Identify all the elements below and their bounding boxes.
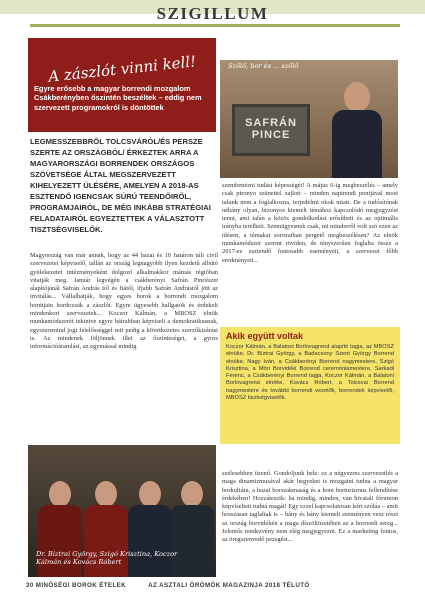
section-rule bbox=[30, 24, 400, 27]
photo-top-body bbox=[332, 110, 382, 178]
photo-caption-bottom: Dr. Bíztrai György, Szigó Krisztina, Koczor Kálmán és Kovács Róbert bbox=[36, 550, 178, 566]
right-column-bottom: szélesebben üzenő. Gondoljunk bele: ez a négyezres szervezetlés a maga dinamizmusával akár hegyeket is mozgatni tudna a magyar borkultúra, a hazai borszakmaság és a honi borturizmus fellendítése érdekében! Hozzáteszik: ha mindig, minden, van hivatali fórumon képviselteti tudná magát! Egy ezzel kapcsolatosan leírt szóláa – amit hosszasan taglaltak is – hány és hány kiemelt eseményen vesz részt az ország borvidékén a maga díszöltözetében az a borrendi sereg... Jelentős rendezvény nem elég megjegyezni. Ez a marketing fontos, az öregszenvedő pezsgést... bbox=[222, 470, 398, 544]
footer-right: AZ ASZTALI ÖRÖMÖK MAGAZINJA 2018 TÉLUTÓ bbox=[148, 582, 310, 589]
footer bbox=[26, 582, 406, 589]
footer-left: 30 MINŐSÉGI BOROK ÉTELEK bbox=[26, 582, 127, 589]
photo-top-head bbox=[344, 82, 370, 112]
photo-bottom-body bbox=[84, 505, 128, 577]
lead-script-title: A zászlót vinni kell! bbox=[47, 52, 197, 86]
photo-top bbox=[220, 60, 398, 178]
photo-caption-top: Szőlő, bor és ... szőlő bbox=[228, 62, 299, 70]
participants-box-text: Koczor Kálmán, a Balatoni Borlovagrend alapító tagja, az MBOSZ elnöke, Dr. Bíztrai György, a Badacsony Szent György Borrend elnöke, Nagy Iván, a Csákberényi Borrend nagymestere, Szigó Krisztina, a Móri Borvidéki Borrend ceremóniamestere, Sarkadi Ferenc, a Csákberényi Borrend tagja, Koczor Kálmán, a Balatoni Borlovagrend elnöke, Kovács Róbert, a Tolcsvai Borrend nagymestere és további borrendi vezetők, borrendek képviselői, MBOSZ tisztségviselők. bbox=[226, 344, 394, 402]
photo-bottom-body bbox=[38, 505, 82, 577]
photo-bottom-head bbox=[181, 481, 203, 507]
photo-bottom-head bbox=[139, 481, 161, 507]
photo-bottom-head bbox=[49, 481, 71, 507]
photo-bottom-body bbox=[128, 505, 172, 577]
participants-box-title: Akik együtt voltak bbox=[226, 331, 304, 341]
participants-box bbox=[220, 327, 400, 444]
right-column-top: szembenézni tudást képességét! A május 6-ig megbeszélés – amely csak pironyo szünettel zajlott – minden napirendi pontjával most talunk nem a foglalkozna, terjedelmi okok miatt. De a tudósítónak néhány olyan, bizonyos kiemelt témához kapcsolódó megjegyzést tenni, ami talán a közös gondolkodást erősítheti és az optimális irányba terelheti. Szemügyesnek csak, mi minderről volt szó ezen az ülésen, a témakat sorozatban pergető megbeszélésen? Az elnök munkamódszer szerint röviden, de tényszerűen foglalta össze a 2017-es esztendő fontosabb eseményeit, a szervezet főbb eredményeit... bbox=[222, 182, 398, 264]
intro-text: LEGMESSZEBBRŐL TOLCSVÁRÓL/ÉS PERSZE SZERTE AZ ORSZÁGBÓL/ ÉRKEZTEK ARRA A MAGYARORSZÁGI BORRENDEK ORSZÁGOS SZÖVETSÉGE ÁLTAL MEGSZERVEZETT KIHELYEZETT ÜLÉSÉRE, AMELYEN A 2018-AS ESZTENDŐ IGENCSAK SÚRÚ TEENDŐIRŐL, PROGRAMJAIRÓL, DE MÉG INKÁBB STRATÉGIAI FELADATAIRÓL EGYEZTETTEK A VÁLASZTOTT TISZTSÉGVISELŐK. bbox=[30, 137, 211, 234]
section-title: SZIGILLUM bbox=[156, 4, 269, 23]
photo-top-person bbox=[332, 82, 382, 178]
left-column: Magyország van már annak, hogy az 44 hazai és 10 határon túli civil szervezetet képviselő, tallán az ország legnagyobb ilyen kezdetű albútó gyülekezetet intézményeként dolgozó alkalmakkor mámás régióban vitatják meg. Január legvégén a csákberényi Safrán Pincészet alapítójánál Safrán András tól és fiától, ifjabb Safrán Andrástól jött az invitálás... Vállalhatják, hogy egyes borok a borrendi mozgalom borútjain hordozzák a zászlót. Egyre ügyesebb hallgatók és érdekelt mindenkori szervezetek... Koczor Kálmán, a MBOSZ elnök munkamódszerét tekintve egyre bátrabban képviseli a demokratikusnak, egyszersmind jogi felelősséggel mit pedig a következetes szerzőkizárást is. Az mindenek följönnek illet az őszinteséget, a gyors információáramlást, az egymással mindig bbox=[30, 252, 218, 351]
photo-top-sign: SAFRÁN PINCE bbox=[232, 104, 310, 156]
photo-bottom-body bbox=[170, 505, 214, 577]
lead-text: Egyre erősebb a magyar borrendi mozgalom Csákberényben őszintén beszéltek – eddig nem szervezett programokról is döntöttek bbox=[34, 84, 202, 112]
photo-bottom-head bbox=[95, 481, 117, 507]
